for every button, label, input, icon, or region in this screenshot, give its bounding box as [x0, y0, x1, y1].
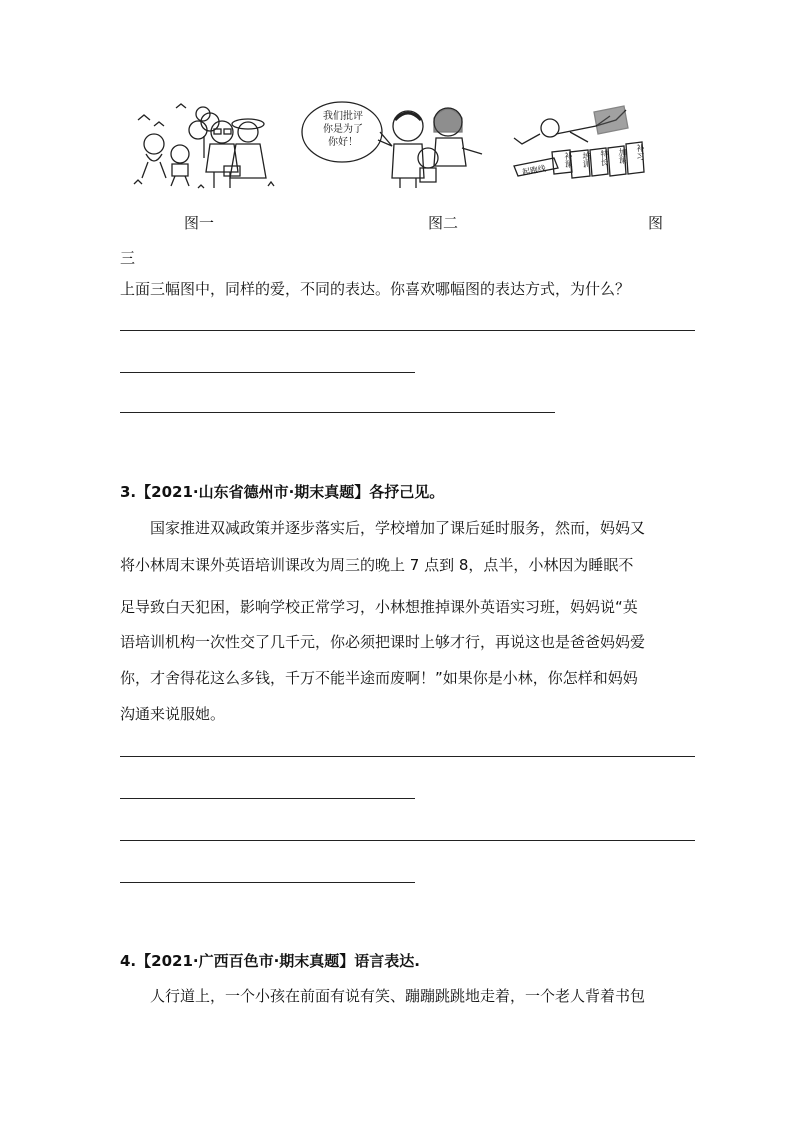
q4-paragraph-line: 人行道上，一个小孩在前面有说有笑、蹦蹦跳跳地走着，一个老人背着书包 [150, 987, 646, 1005]
q3-paragraph-line: 你，才舍得花这么多钱，千万不能半途而废啊！”如果你是小林，你怎样和妈妈 [120, 669, 638, 687]
q3-paragraph-line: 国家推进双减政策并逐步落实后，学校增加了课后延时服务，然而，妈妈又 [150, 519, 646, 537]
figure-3-caption-part2: 三 [120, 249, 136, 267]
question-task: 各抒己见。 [369, 483, 445, 501]
q3-paragraph-line: 将小林周末课外英语培训课改为周三的晚上 7 点到 8，点半，小林因为睡眠不 [120, 556, 634, 574]
book-label: 补习 [636, 144, 645, 160]
figure-3-book-labels [514, 144, 660, 184]
q4-heading [120, 950, 420, 971]
question-number: 4. [120, 952, 137, 970]
book-label: 特长 [600, 150, 609, 166]
q3-heading [120, 481, 444, 502]
bubble-line: 你是为了 [323, 124, 363, 135]
figure-2-speech-bubble [308, 110, 378, 149]
answer-line[interactable] [120, 412, 555, 413]
figure-1-caption: 图一 [184, 214, 215, 232]
q2-prompt: 上面三幅图中，同样的爱，不同的表达。你喜欢哪幅图的表达方式，为什么？ [120, 280, 631, 298]
q3-paragraph-line: 语培训机构一次性交了几千元，你必须把课时上够才行，再说这也是爸爸妈妈爱 [120, 633, 646, 651]
answer-line[interactable] [120, 840, 695, 841]
book-label: 加课 [618, 148, 627, 164]
answer-line[interactable] [120, 882, 415, 883]
bubble-line: 我们批评 [323, 111, 363, 122]
answer-line[interactable] [120, 330, 695, 331]
book-label: 补课 [564, 152, 573, 168]
bubble-line: 你好！ [328, 137, 358, 148]
answer-line[interactable] [120, 798, 415, 799]
figure-1-illustration [128, 96, 278, 192]
question-source: 【2021·山东省德州市·期末真题】 [136, 483, 370, 501]
figure-2-caption: 图二 [428, 214, 459, 232]
q3-paragraph-line: 沟通来说服她。 [120, 705, 226, 723]
question-number: 3. [120, 483, 137, 501]
answer-line[interactable] [120, 372, 415, 373]
book-label: 起跑线 [521, 163, 547, 178]
figure-3-caption-part1: 图 [648, 214, 664, 232]
answer-line[interactable] [120, 756, 695, 757]
question-source: 【2021·广西百色市·期末真题】 [136, 952, 355, 970]
book-label: 培训 [582, 152, 591, 168]
question-task: 语言表达. [354, 952, 420, 970]
q3-paragraph-line: 足导致白天犯困，影响学校正常学习，小林想推掉课外英语实习班，妈妈说“英 [120, 598, 638, 616]
